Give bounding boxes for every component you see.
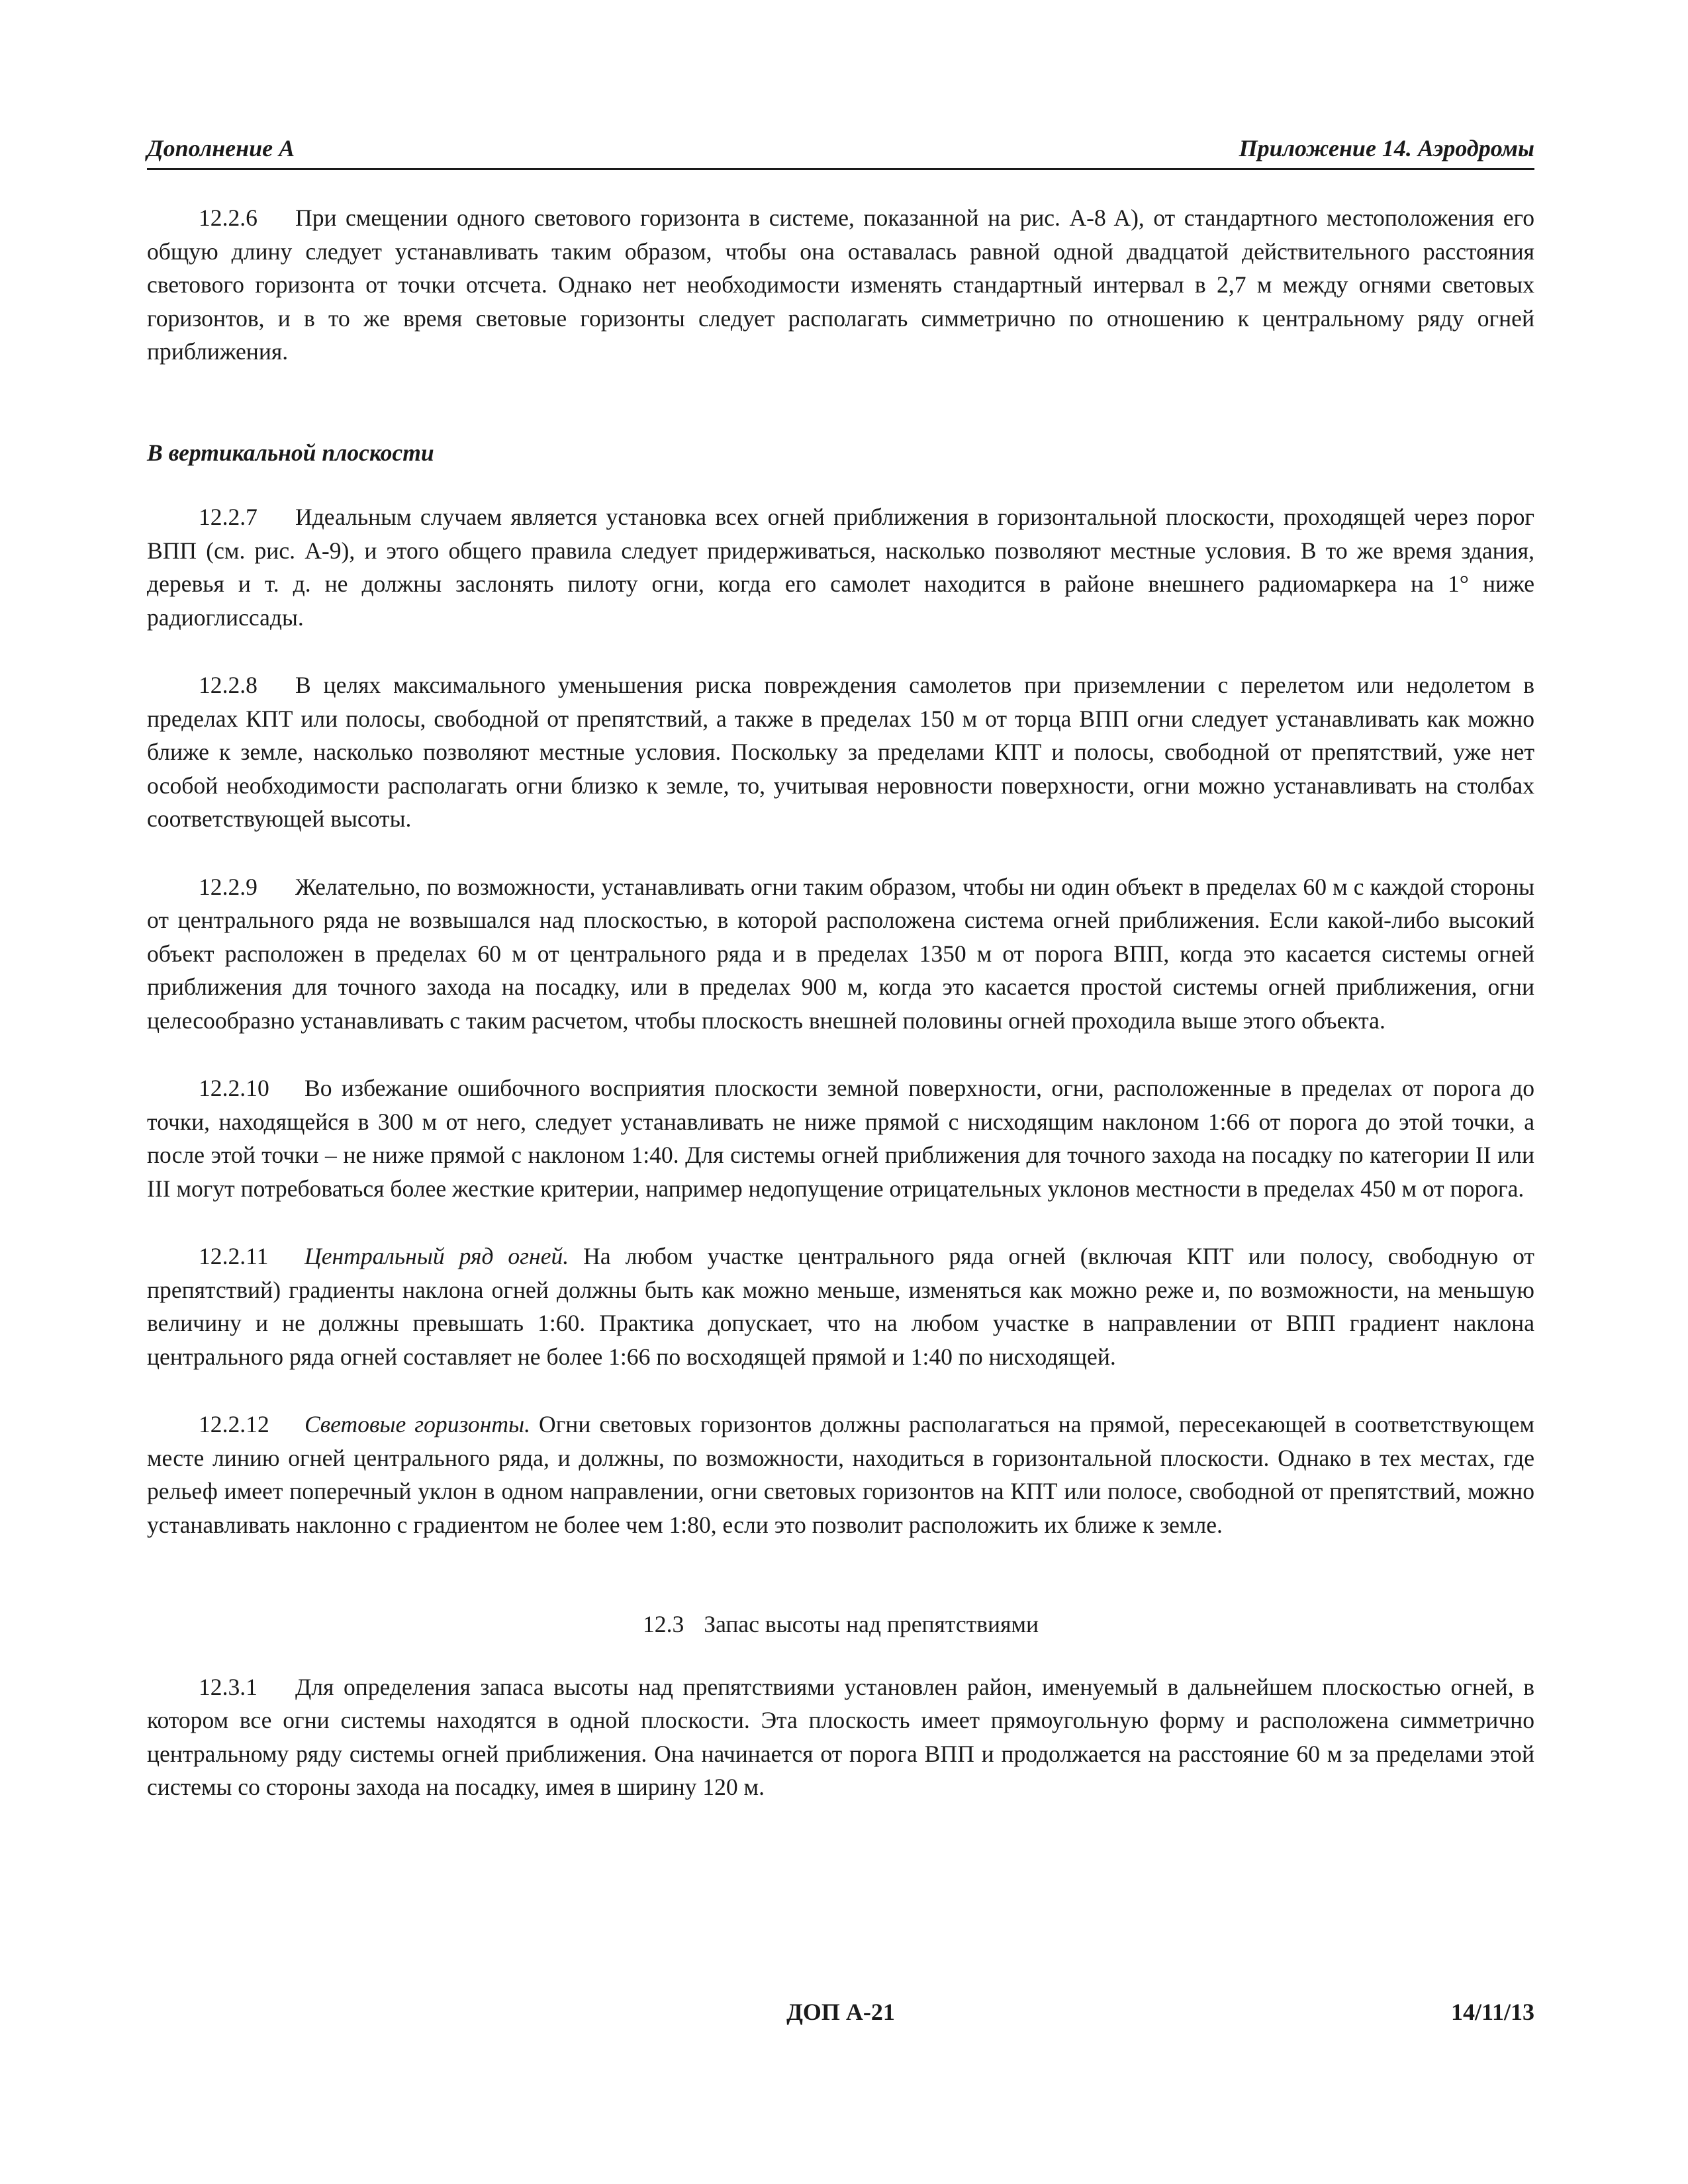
section-title: Запас высоты над препятствиями: [704, 1611, 1039, 1637]
paragraph-number: 12.2.7: [199, 504, 258, 530]
section-heading-12-3: [147, 1608, 1534, 1641]
amendment-date: 14/11/13: [1450, 1999, 1534, 2025]
document-body: [147, 201, 1534, 1839]
paragraph-12-2-11: [147, 1240, 1534, 1373]
paragraph-text: Для определения запаса высоты над препятствиями установлен район, именуемый в дальнейшем плоскостью огней, в котором все огни системы находятся в одной плоскости. Эта плоскость имеет прямоугольную форму и расположена симметрично центральному ряду системы огней приближения. Она начинается от порога ВПП и продолжается на расстояние 60 м за пределами этой системы со стороны захода на посадку, имея в ширину 120 м.: [147, 1673, 1534, 1800]
section-number: 12.3: [642, 1611, 684, 1637]
paragraph-12-2-9: [147, 870, 1534, 1038]
paragraph-text: Идеальным случаем является установка всех огней приближения в горизонтальной плоскости, проходящей через порог ВПП (см. рис. A-9), и этого общего правила следует придерживаться, насколько позволяют местные условия. В то же время здания, деревья и т. д. не должны заслонять пилоту огни, когда его самолет находится в районе внешнего радиомаркера на 1° ниже радиоглиссады.: [147, 504, 1534, 631]
paragraph-text: При смещении одного светового горизонта в системе, показанной на рис. A-8 A), от стандартного местоположения его общую длину следует устанавливать таким образом, чтобы она оставалась равной одной двадцатой действительного расстояния светового горизонта от точки отсчета. Однако нет необходимости изменять стандартный интервал в 2,7 м между огнями световых горизонтов, и в то же время световые горизонты следует располагать симметрично по отношению к центральному ряду огней приближения.: [147, 205, 1534, 365]
paragraph-italic-title: Центральный ряд огней.: [305, 1243, 569, 1269]
paragraph-text: Желательно, по возможности, устанавливать огни таким образом, чтобы ни один объект в пределах 60 м с каждой стороны от центрального ряда не возвышался над плоскостью, в которой расположена система огней приближения. Если какой-либо высокий объект расположен в пределах 60 м от центрального ряда и в пределах 1350 м от порога ВПП, когда это касается системы огней приближения для точного захода на посадку, или в пределах 900 м, когда это касается простой системы огней приближения, огни целесообразно устанавливать с таким расчетом, чтобы плоскость внешней половины огней проходила выше этого объекта.: [147, 873, 1534, 1034]
paragraph-text: Огни световых горизонтов должны располагаться на прямой, пересекающей в соответствующем месте линию огней центрального ряда, и должны, по возможности, находиться в горизонтальной плоскости. Однако в тех местах, где рельеф имеет поперечный уклон в одном направлении, огни световых горизонтов на КПТ или полосе, свободной от препятствий, можно устанавливать наклонно с градиентом не более чем 1:80, если это позволит расположить их ближе к земле.: [147, 1411, 1534, 1538]
page-number: ДОП A-21: [786, 1999, 895, 2025]
paragraph-text: В целях максимального уменьшения риска повреждения самолетов при приземлении с перелетом или недолетом в пределах КПТ или полосы, свободной от препятствий, а также в пределах 150 м от торца ВПП огни следует устанавливать как можно ближе к земле, насколько позволяют местные условия. Поскольку за пределами КПТ и полосы, свободной от препятствий, уже нет особой необходимости располагать огни близко к земле, то, учитывая неровности поверхности, огни можно устанавливать на столбах соответствующей высоты.: [147, 672, 1534, 832]
paragraph-number: 12.2.8: [199, 672, 258, 698]
paragraph-number: 12.2.12: [199, 1411, 269, 1437]
paragraph-number: 12.2.10: [199, 1075, 269, 1101]
paragraph-12-2-12: [147, 1408, 1534, 1541]
paragraph-number: 12.2.9: [199, 873, 258, 900]
header-appendix: Дополнение A: [147, 135, 295, 161]
paragraph-12-2-8: [147, 668, 1534, 836]
paragraph-12-2-10: [147, 1071, 1534, 1205]
paragraph-text: На любом участке центрального ряда огней (включая КПТ или полосу, свободную от препятствий) градиенты наклона огней должны быть как можно меньше, изменяться как можно реже и, по возможности, на меньшую величину и не должны превышать 1:60. Практика допускает, что на любом участке в направлении от ВПП градиент наклона центрального ряда огней составляет не более 1:66 по восходящей прямой и 1:40 по нисходящей.: [147, 1243, 1534, 1370]
paragraph-number: 12.2.11: [199, 1243, 269, 1269]
header-annex-title: Приложение 14. Аэродромы: [1239, 135, 1534, 161]
page-header: [147, 132, 1534, 170]
paragraph-italic-title: Световые горизонты.: [305, 1411, 531, 1437]
paragraph-text: Во избежание ошибочного восприятия плоскости земной поверхности, огни, расположенные в пределах от порога до точки, находящейся в 300 м от него, следует устанавливать не ниже прямой с нисходящим наклоном 1:66 от порога до этой точки, а после этой точки – не ниже прямой с наклоном 1:40. Для системы огней приближения для точного захода на посадку по категории II или III могут потребоваться более жесткие критерии, например недопущение отрицательных уклонов местности в пределах 450 м от порога.: [147, 1075, 1534, 1202]
paragraph-number: 12.2.6: [199, 205, 258, 231]
paragraph-12-3-1: [147, 1670, 1534, 1804]
paragraph-number: 12.3.1: [199, 1673, 258, 1700]
subheading-vertical-plane: В вертикальной плоскости: [147, 439, 434, 466]
paragraph-12-2-7: [147, 500, 1534, 634]
paragraph-12-2-6: [147, 201, 1534, 369]
page-footer: [147, 1996, 1534, 2028]
